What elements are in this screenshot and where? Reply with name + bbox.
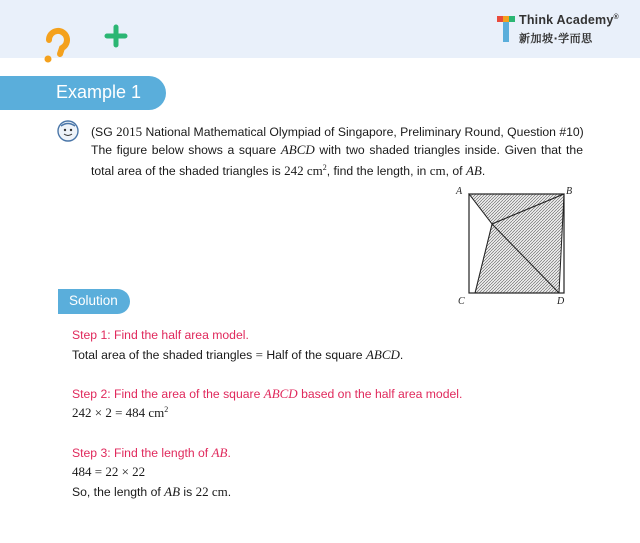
step3-conclusion: So, the length of AB is 22 cm. [72,484,232,499]
step2-expression: 242 × 2 = 484 $cm^2$ [72,405,169,420]
step1-heading: Step 1: Find the half area model. [72,328,249,342]
logo-text-cn: 新加坡·学而思 [519,32,593,45]
think-academy-logo [497,13,632,47]
step3-expression: 484 = 22 × 22 [72,464,146,479]
problem-text: The figure below shows a square ABCD with two shaded triangles inside. Given that the total area of the shaded triangles is 242 $cm^2$, find the length, in cm, of AB. [91,142,583,178]
label-d: D [557,296,565,307]
student-avatar-icon [57,120,79,142]
solution-heading [58,289,130,314]
problem-statement [91,123,583,180]
label-c: C [458,296,465,307]
example-title: Example 1 [56,82,142,102]
solution-title: Solution [69,293,118,308]
label-a: A [456,186,463,197]
step1-text: Total area of the shaded triangles = Half of the square ABCD. [72,347,404,362]
question-mark-icon [40,26,80,66]
logo-mark-icon [497,16,515,42]
label-b: B [566,186,573,197]
step2-heading: Step 2: Find the area of the square ABCD based on the half area model. [72,386,463,401]
logo-text-en: Think Academy® [519,13,619,27]
problem-source: (SG 2015 National Mathematical Olympiad of Singapore, Preliminary Round, Question #10) [91,124,584,139]
example-heading [0,76,166,110]
plus-icon [104,24,128,48]
square-figure [452,182,582,314]
step3-heading: Step 3: Find the length of AB. [72,445,231,460]
